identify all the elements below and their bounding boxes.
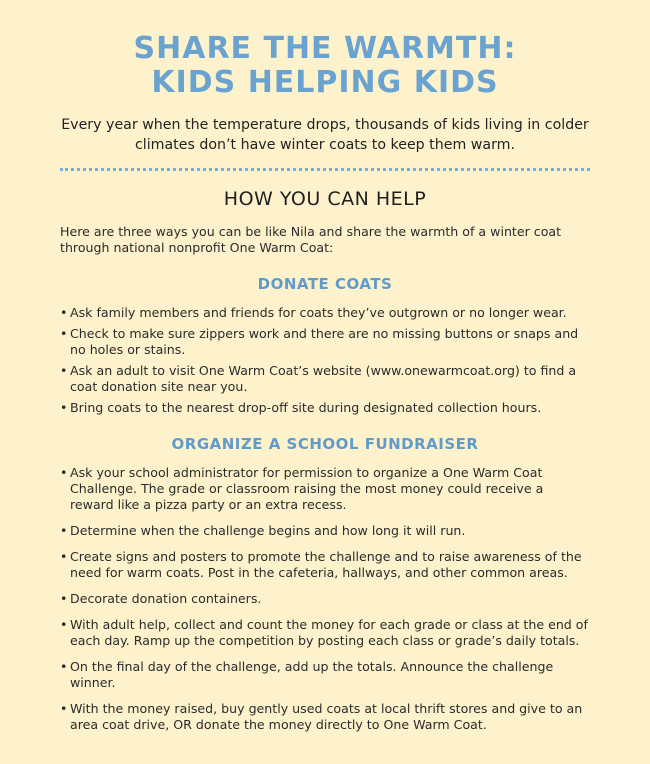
list-item-text: Bring coats to the nearest drop-off site during designated collection hours. — [70, 400, 542, 415]
bullet-icon: • — [60, 523, 68, 538]
list-item — [60, 305, 590, 321]
bullet-icon: • — [60, 363, 68, 378]
list-item — [60, 326, 590, 358]
bullet-icon: • — [60, 659, 68, 674]
list-item — [60, 400, 590, 416]
intro-text: Every year when the temperature drops, thousands of kids living in colder climates don’t have winter coats to keep them warm. — [61, 117, 589, 153]
list-item — [60, 701, 590, 733]
list-item — [60, 617, 590, 649]
list-item — [60, 465, 590, 513]
title-line-2: KIDS HELPING KIDS — [151, 65, 499, 100]
bullet-icon: • — [60, 617, 68, 632]
list-item-text: Ask your school administrator for permission to organize a One Warm Coat Challenge. The grade or classroom raising the most money could receive a reward like a pizza party or an extra recess. — [70, 465, 544, 512]
list-item-text: Ask an adult to visit One Warm Coat’s website (www.onewarmcoat.org) to find a coat donation site near you. — [70, 363, 577, 394]
list-item-text: Ask family members and friends for coats they’ve outgrown or no longer wear. — [70, 305, 567, 320]
list-item-text: Create signs and posters to promote the challenge and to raise awareness of the need for warm coats. Post in the cafeteria, hallways, and other common areas. — [70, 549, 582, 580]
fundraiser-list — [60, 465, 590, 733]
help-lead-text: Here are three ways you can be like Nila and share the warmth of a winter coat through national nonprofit One Warm Coat: — [60, 224, 562, 255]
list-item — [60, 363, 590, 395]
donate-coats-heading: DONATE COATS — [257, 275, 393, 293]
bullet-icon: • — [60, 326, 68, 341]
list-item — [60, 591, 590, 607]
title-line-1: SHARE THE WARMTH: — [133, 31, 517, 66]
list-item-text: Decorate donation containers. — [70, 591, 262, 606]
bullet-icon: • — [60, 549, 68, 564]
list-item-text: On the final day of the challenge, add up the totals. Announce the challenge winner. — [70, 659, 554, 690]
list-item — [60, 523, 590, 539]
bullet-icon: • — [60, 400, 68, 415]
how-you-can-help-heading: HOW YOU CAN HELP — [223, 188, 427, 210]
donate-list — [60, 305, 590, 416]
dotted-divider — [60, 168, 590, 171]
page-title — [60, 32, 590, 100]
bullet-icon: • — [60, 465, 68, 480]
list-item — [60, 549, 590, 581]
list-item-text: Check to make sure zippers work and there are no missing buttons or snaps and no holes or stains. — [70, 326, 579, 357]
list-item-text: Determine when the challenge begins and how long it will run. — [70, 523, 466, 538]
list-item — [60, 659, 590, 691]
school-fundraiser-heading: ORGANIZE A SCHOOL FUNDRAISER — [171, 435, 479, 453]
bullet-icon: • — [60, 701, 68, 716]
bullet-icon: • — [60, 305, 68, 320]
bullet-icon: • — [60, 591, 68, 606]
list-item-text: With the money raised, buy gently used coats at local thrift stores and give to an area coat drive, OR donate the money directly to One Warm Coat. — [70, 701, 583, 732]
list-item-text: With adult help, collect and count the money for each grade or class at the end of each day. Ramp up the competition by posting each class or grade’s daily totals. — [70, 617, 588, 648]
